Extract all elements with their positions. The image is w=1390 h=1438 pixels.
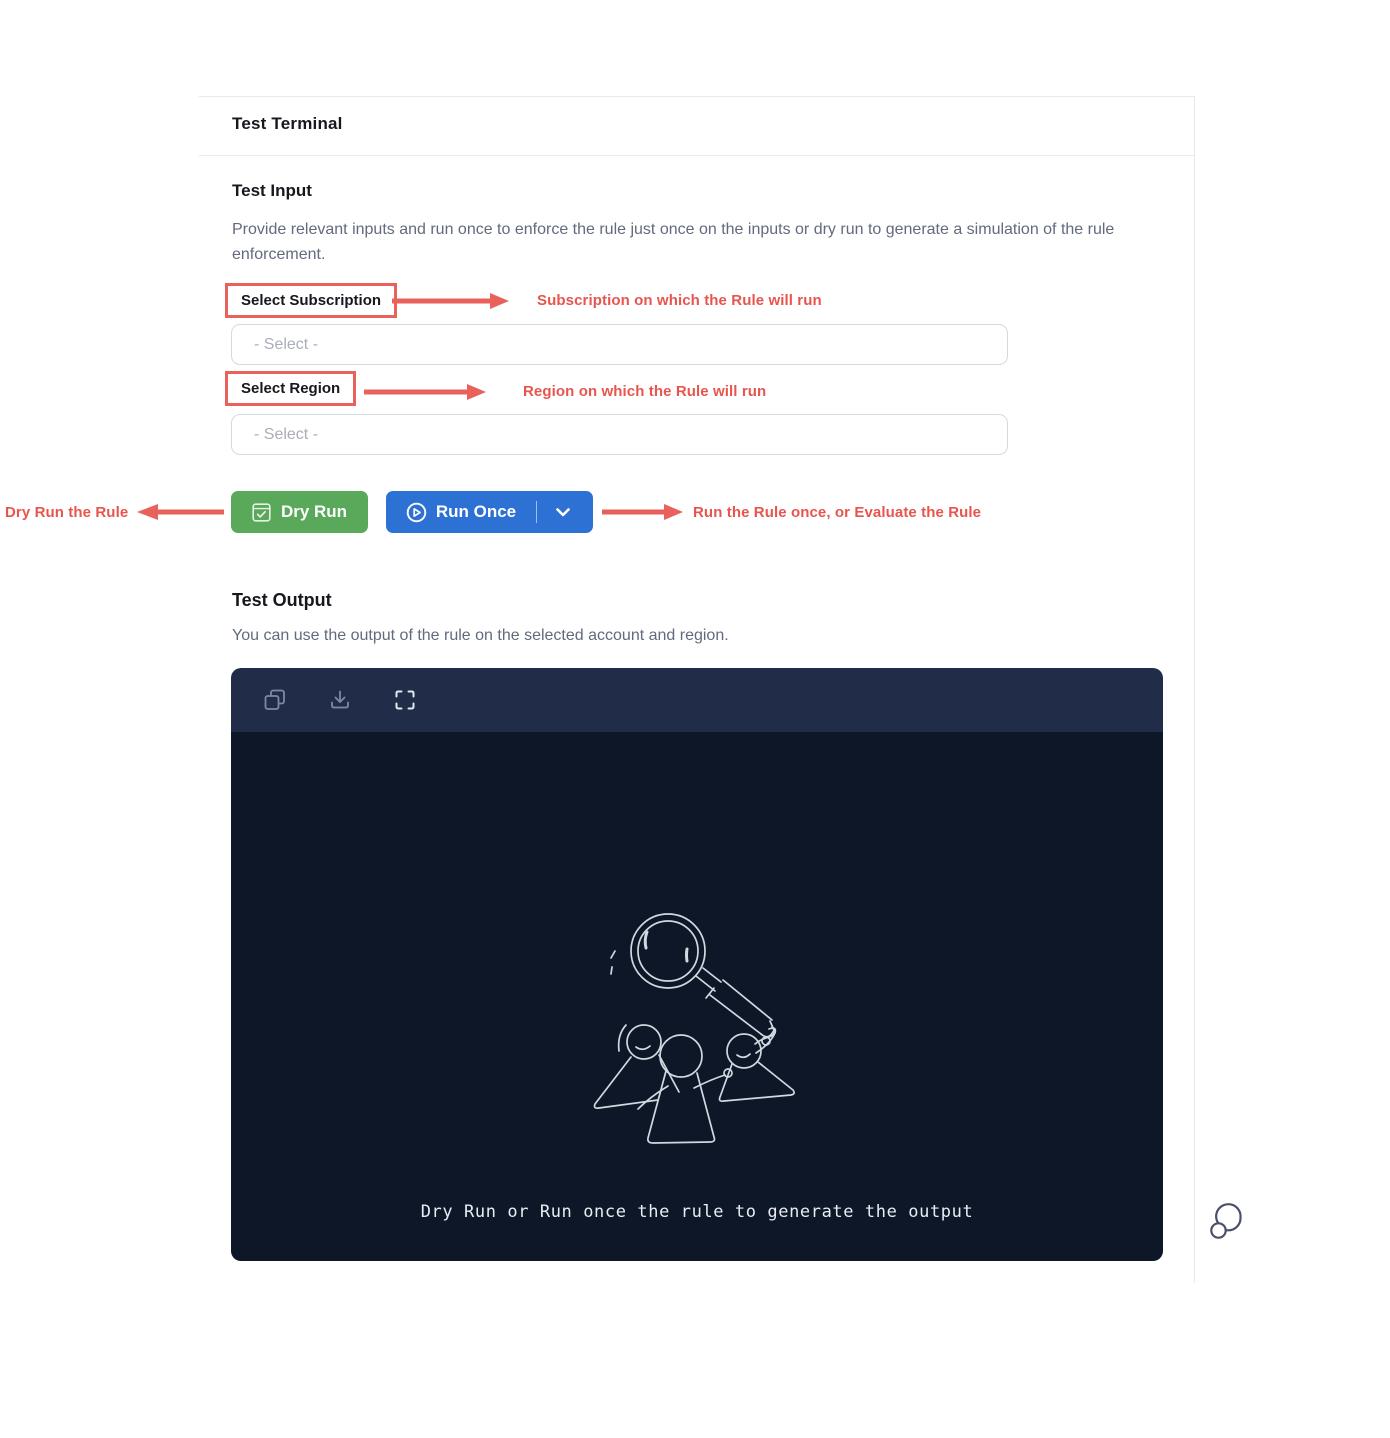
test-output-heading: Test Output xyxy=(232,590,332,610)
button-divider xyxy=(536,501,537,523)
download-icon[interactable] xyxy=(329,689,351,711)
subscription-select-placeholder: - Select - xyxy=(254,335,319,353)
annotation-arrow-right-icon xyxy=(363,383,490,401)
subscription-label-highlight-box xyxy=(225,283,397,318)
region-label-highlight-box xyxy=(225,371,356,406)
subscription-annotation: Subscription on which the Rule will run xyxy=(537,292,822,309)
run-once-annotation: Run the Rule once, or Evaluate the Rule xyxy=(693,504,982,521)
empty-state-illustration xyxy=(560,894,840,1174)
test-output-description: You can use the output of the rule on the selected account and region. xyxy=(232,627,729,644)
run-once-button-label: Run Once xyxy=(435,502,517,521)
terminal-body xyxy=(231,732,1163,1261)
chat-bubble-icon[interactable] xyxy=(1206,1200,1246,1244)
region-select[interactable] xyxy=(231,414,1008,455)
test-input-heading: Test Input xyxy=(232,181,312,200)
chevron-down-icon xyxy=(556,508,570,517)
panel-title: Test Terminal xyxy=(232,114,343,133)
region-annotation: Region on which the Rule will run xyxy=(523,383,767,400)
play-circle-icon xyxy=(406,502,427,523)
panel-header-divider xyxy=(199,155,1195,156)
test-input-description: Provide relevant inputs and run once to enforce the rule just once on the inputs or dry run to generate a simulation of the rule enforcement. xyxy=(232,221,1115,263)
annotation-arrow-left-icon xyxy=(133,503,225,521)
dry-run-annotation: Dry Run the Rule xyxy=(5,504,129,521)
subscription-label: Select Subscription xyxy=(241,292,382,309)
terminal-empty-message: Dry Run or Run once the rule to generate the output xyxy=(420,1202,974,1222)
region-select-placeholder: - Select - xyxy=(254,425,319,443)
run-once-dropdown-toggle[interactable] xyxy=(553,497,573,527)
dry-run-button-label: Dry Run xyxy=(280,502,348,521)
annotation-arrow-right-icon xyxy=(391,292,513,310)
dry-run-button[interactable] xyxy=(231,491,368,533)
checkbox-icon xyxy=(252,503,271,522)
run-once-button[interactable] xyxy=(386,491,593,533)
copy-icon[interactable] xyxy=(264,689,286,711)
region-label: Select Region xyxy=(241,380,341,397)
annotation-arrow-right-icon xyxy=(601,503,687,521)
subscription-select[interactable] xyxy=(231,324,1008,365)
fullscreen-icon[interactable] xyxy=(394,689,416,711)
output-terminal xyxy=(231,668,1163,1261)
terminal-toolbar xyxy=(231,668,1163,732)
